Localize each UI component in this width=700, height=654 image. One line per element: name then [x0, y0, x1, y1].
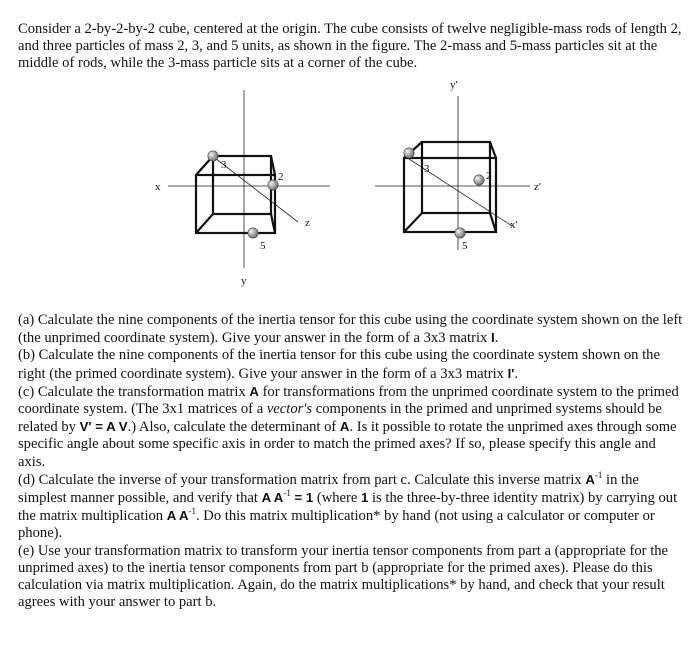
- question-b: [18, 347, 686, 382]
- left-label-z: z: [305, 217, 310, 229]
- right-cube: [404, 142, 496, 232]
- c-transform-equation: V' = A V: [79, 419, 128, 435]
- question-d: [18, 471, 686, 543]
- c-part-1: (c) Calculate the transformation matrix: [18, 383, 250, 400]
- left-label-mass-2: 2: [278, 171, 284, 183]
- left-mass-3-particle: [208, 151, 218, 161]
- symbol-A-det: A: [339, 419, 350, 435]
- left-mass-2-particle: [268, 180, 278, 190]
- left-z-axis: [215, 158, 298, 222]
- questions: [18, 312, 686, 611]
- d-sup-2: -1: [283, 488, 291, 499]
- right-label-y: y': [450, 79, 458, 91]
- symbol-I-prime: I': [507, 365, 515, 381]
- question-a-text: (a) Calculate the nine components of the inertia tensor for this cube using the coordinate system shown on the left (the unprimed coordinate system). Give your answer in the form of a 3x3 matrix: [18, 312, 683, 347]
- intro-paragraph: Consider a 2-by-2-by-2 cube, centered at the origin. The cube consists of twelve negligible-mass rods of length 2, and three particles of mass 2, 3, and 5 units, as shown in the figure. The 2-mass and 5-mass particles sit at the middle of rods, while the 3-mass particle sits at a corner of the cube.: [18, 20, 682, 71]
- right-label-mass-3: 3: [424, 163, 430, 175]
- left-cube: [196, 156, 275, 233]
- symbol-identity: 1: [361, 490, 369, 506]
- question-e-text: (e) Use your transformation matrix to transform your inertia tensor components from part a (appropriate for the unprimed axes) to the inertia tensor components from part b (appropriate for the primed axes). Please do this calculation via matrix multiplication. Again, do the matrix multiplications* by hand, and check that your result agrees with your answer to part b.: [18, 542, 669, 611]
- left-mass-5-particle: [248, 228, 258, 238]
- left-label-y: y: [241, 275, 247, 287]
- right-label-mass-2: 2: [486, 170, 492, 182]
- symbol-A-inverse: A: [585, 471, 595, 487]
- c-vectors-word: vector's: [266, 401, 313, 418]
- d-part-1: (d) Calculate the inverse of your transformation matrix from part c. Calculate this inverse matrix: [18, 471, 586, 488]
- d-part-3: (where: [313, 490, 362, 507]
- right-label-z: z': [534, 181, 541, 193]
- question-b-text: (b) Calculate the nine components of the inertia tensor for this cube using the coordinate system shown on the right (the primed coordinate system). Give your answer in the form of a 3x3 matrix: [18, 347, 660, 382]
- d-product-AA-2: A A: [166, 508, 189, 524]
- c-part-5: . Is it possible to rotate the unprimed axes through some specific angle about some specific axis in order to match the primed axes? If so, please specify this angle and axis.: [18, 419, 677, 470]
- c-part-3: components in the primed and unprimed systems should be related by: [18, 401, 662, 436]
- right-mass-3-particle: [404, 148, 414, 158]
- d-sup-3: -1: [188, 506, 196, 517]
- d-product-AA: A A: [261, 490, 284, 506]
- question-e: [18, 543, 686, 612]
- d-identity-equation: = 1: [290, 490, 314, 506]
- cube-figure: [140, 75, 560, 295]
- left-label-mass-5: 5: [260, 240, 266, 252]
- left-label-mass-3: 3: [221, 159, 227, 171]
- c-part-4: .) Also, calculate the determinant of: [127, 419, 340, 436]
- right-cube-diagram: [375, 79, 541, 252]
- left-cube-diagram: [155, 90, 330, 287]
- d-sup-1: -1: [594, 469, 603, 480]
- right-label-mass-5: 5: [462, 240, 468, 252]
- d-part-2: in the simplest manner possible, and verify that: [18, 471, 639, 507]
- left-label-x: x: [155, 181, 161, 193]
- d-part-4: is the three-by-three identity matrix) by carrying out the matrix multiplication: [18, 490, 678, 525]
- question-a-end: .: [494, 330, 499, 347]
- right-mass-5-particle: [455, 228, 465, 238]
- c-part-2: for transformations from the unprimed coordinate system to the primed coordinate system. (The 3x1 matrices of a: [18, 383, 679, 418]
- question-b-end: .: [514, 365, 519, 382]
- symbol-I: I: [490, 330, 495, 346]
- question-c: [18, 383, 686, 471]
- question-a: [18, 312, 686, 347]
- right-mass-2-particle: [474, 175, 484, 185]
- symbol-A: A: [249, 383, 259, 399]
- right-label-x: x': [510, 219, 518, 231]
- d-part-5: . Do this matrix multiplication* by hand (not using a calculator or computer or phone).: [18, 508, 655, 542]
